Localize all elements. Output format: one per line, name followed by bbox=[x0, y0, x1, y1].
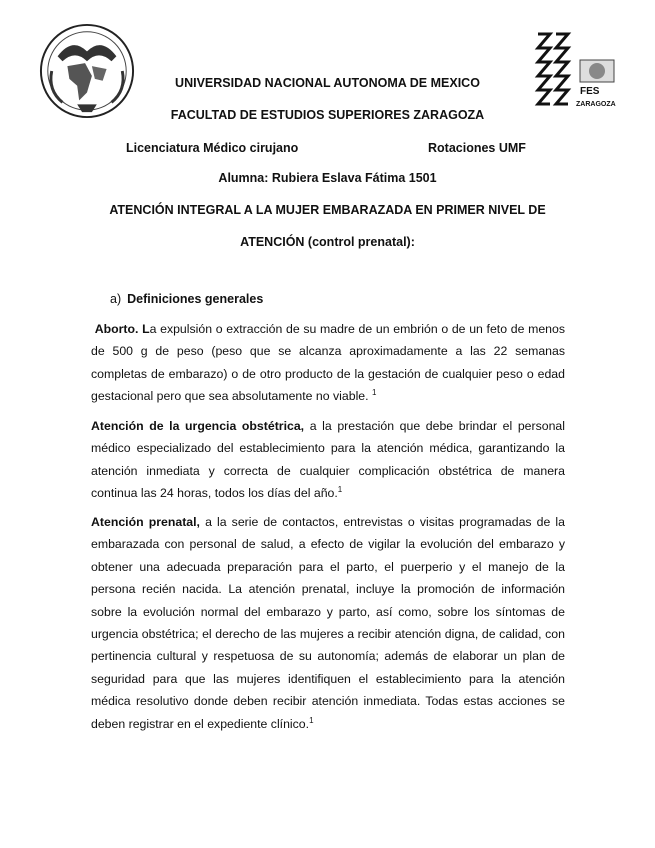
unam-crest-logo bbox=[38, 22, 136, 120]
definition-paragraph bbox=[91, 415, 565, 505]
logo-zaragoza-text: ZARAGOZA bbox=[576, 101, 616, 108]
definition-text: a la serie de contactos, entrevistas o visitas programadas de la embarazada con personal de salud, a efecto de vigilar la evolución del embarazo y obtener una adecuada preparación para el parto, el puerperio y el manejo de la persona recién nacida. La atención prenatal, incluye la promoción de información sobre la evolución normal del embarazo y parto, así como, sobre los síntomas de urgencia obstétrica; el derecho de las mujeres a recibir atención digna, de calidad, con pertinencia cultural y respetuosa de su autonomía; además de elaborar un plan de seguridad para que las mujeres identifiquen el establecimiento para la atención médica resolutivo donde deben recibir atención inmediata. Todas estas acciones se deben registrar en el expediente clínico. bbox=[91, 515, 566, 731]
section-heading-text: Definiciones generales bbox=[127, 292, 264, 306]
definition-term: Atención de la urgencia obstétrica, bbox=[91, 419, 305, 433]
footnote-ref: 1 bbox=[371, 388, 377, 398]
definition-paragraph bbox=[91, 318, 565, 408]
section-heading bbox=[110, 292, 263, 306]
definition-term: Atención prenatal, bbox=[91, 515, 200, 529]
section-marker: a) bbox=[110, 292, 122, 306]
definition-paragraph bbox=[91, 511, 565, 735]
footnote-ref: 1 bbox=[337, 485, 343, 495]
logo-fes-text: FES bbox=[580, 86, 600, 97]
rotation-label: Rotaciones UMF bbox=[428, 141, 526, 155]
degree-label: Licenciatura Médico cirujano bbox=[126, 141, 299, 155]
footnote-ref: 1 bbox=[309, 715, 314, 725]
definition-term: Aborto. L bbox=[94, 322, 150, 336]
student-name: Alumna: Rubiera Eslava Fátima 1501 bbox=[218, 171, 437, 185]
document-title-line1: ATENCIÓN INTEGRAL A LA MUJER EMBARAZADA EN PRIMER NIVEL DE bbox=[109, 203, 546, 217]
fes-zaragoza-logo bbox=[530, 30, 630, 114]
document-title-line2: ATENCIÓN (control prenatal): bbox=[240, 235, 415, 249]
faculty-name: FACULTAD DE ESTUDIOS SUPERIORES ZARAGOZA bbox=[170, 108, 485, 122]
university-name: UNIVERSIDAD NACIONAL AUTONOMA DE MEXICO bbox=[175, 76, 480, 90]
definition-text: a la prestación que debe brindar el personal médico especializado del establecimiento para la atención médica, garantizando la atención inmediata y correcta de cualquier complicación obstétrica de manera continua las 24 horas, todos los días del año. bbox=[91, 419, 565, 501]
definition-text: a expulsión o extracción de su madre de un embrión o de un feto de menos de 500 g de peso (peso que se alcanza aproximadamente a las 22 semanas completas de embarazo) o de otro producto de la gestación de cualquier peso o edad gestacional pero que sea absolutamente no viable. bbox=[91, 322, 566, 404]
